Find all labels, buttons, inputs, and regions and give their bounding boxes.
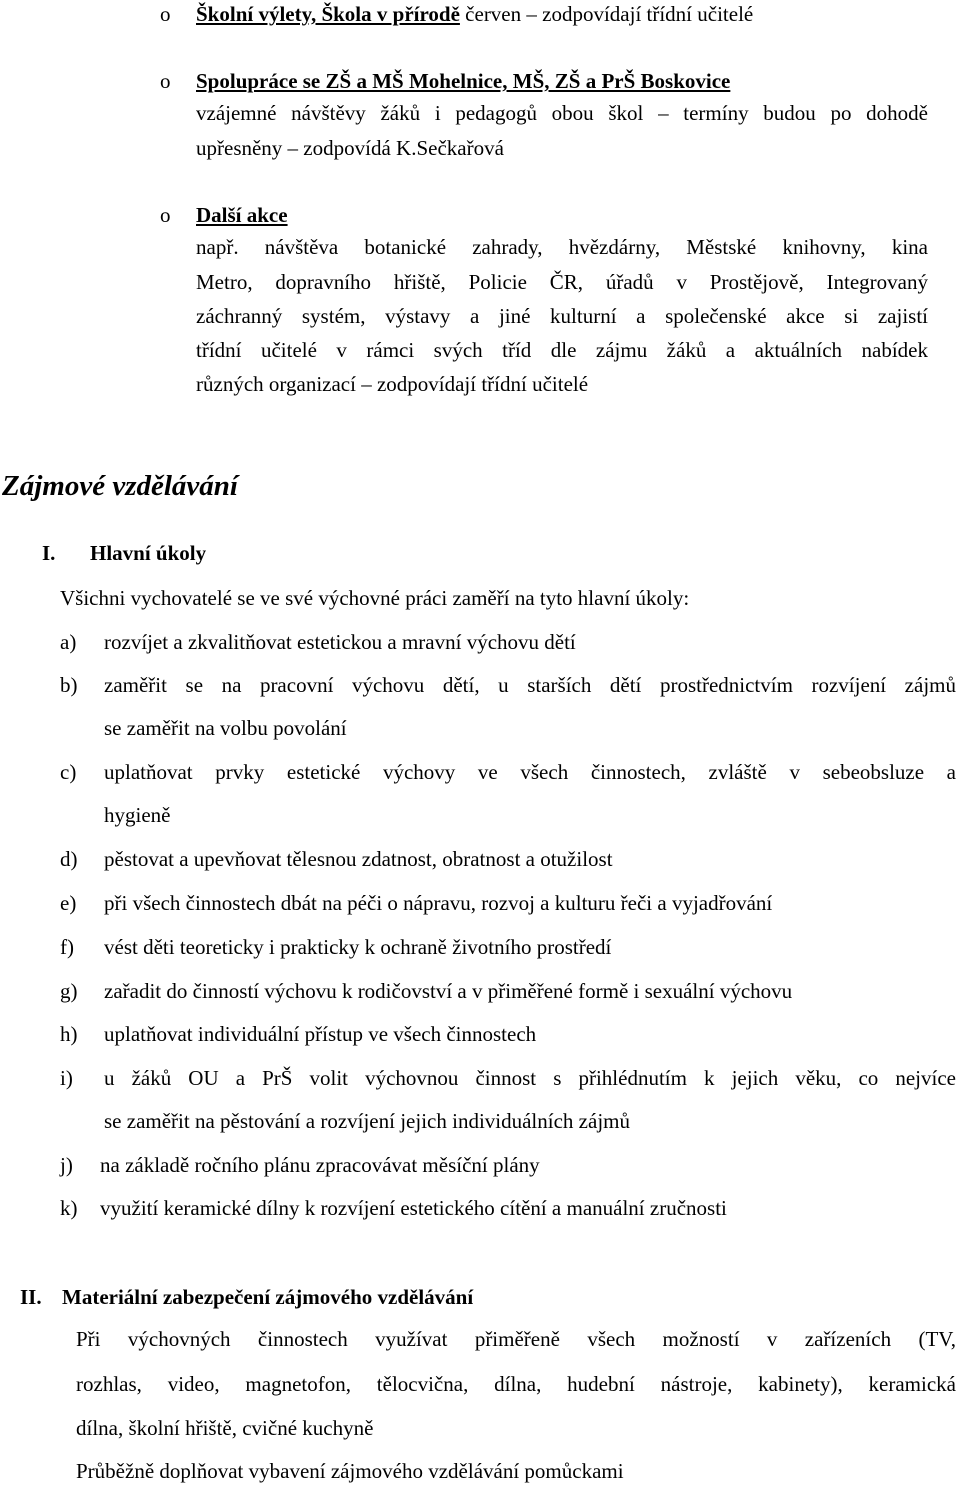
item-label: b): [60, 673, 78, 697]
item-label: c): [60, 760, 77, 784]
item-label: a): [60, 630, 77, 654]
item-text: u žáků OU a PrŠ volit výchovnou činnost s přihlédnutím k jejich věku, co nejvíce: [104, 1066, 956, 1090]
item-text: zařadit do činností výchovu k rodičovství a v přiměřené formě i sexuální výchovu: [104, 979, 793, 1003]
paragraph-line: Průběžně doplňovat vybavení zájmového vzdělávání pomůckami: [76, 1459, 624, 1483]
item-label: j): [60, 1153, 73, 1177]
part-title: Materiální zabezpečení zájmového vzdělávání: [62, 1285, 474, 1309]
list-item-detail: červen – zodpovídají třídní učitelé: [459, 2, 754, 26]
item-text: vést děti teoreticky i prakticky k ochraně životního prostředí: [104, 935, 612, 959]
item-text: využití keramické dílny k rozvíjení estetického cítění a manuální zručnosti: [100, 1196, 727, 1220]
part-intro: Všichni vychovatelé se ve své výchovné práci zaměří na tyto hlavní úkoly:: [60, 586, 690, 610]
list-item-line: vzájemné návštěvy žáků i pedagogů obou škol – termíny budou po dohodě: [196, 101, 928, 125]
bullet-marker: o: [160, 203, 171, 227]
list-item-line: třídní učitelé v rámci svých tříd dle zájmu žáků a aktuálních nabídek: [196, 338, 928, 362]
list-item-text: [196, 2, 753, 27]
paragraph-line: rozhlas, video, magnetofon, tělocvična, dílna, hudební nástroje, kabinety), keramická: [76, 1372, 956, 1396]
item-label: h): [60, 1022, 78, 1046]
item-label: g): [60, 979, 78, 1003]
item-text: pěstovat a upevňovat tělesnou zdatnost, obratnost a otužilost: [104, 847, 613, 871]
item-label: f): [60, 935, 74, 959]
item-text: zaměřit se na pracovní výchovu dětí, u starších dětí prostřednictvím rozvíjení zájmů: [104, 673, 956, 697]
list-item-title: Školní výlety, Škola v přírodě: [196, 2, 460, 26]
list-item-title: Spolupráce se ZŠ a MŠ Mohelnice, MŠ, ZŠ a PrŠ Boskovice: [196, 69, 731, 93]
part-numeral: II.: [20, 1285, 42, 1309]
list-item-line: např. návštěva botanické zahrady, hvězdárny, Městské knihovny, kina: [196, 235, 928, 259]
item-label: d): [60, 847, 78, 871]
item-text: se zaměřit na pěstování a rozvíjení jejich individuálních zájmů: [104, 1109, 630, 1133]
item-label: k): [60, 1196, 78, 1220]
item-text: při všech činnostech dbát na péči o nápravu, rozvoj a kulturu řeči a vyjadřování: [104, 891, 773, 915]
item-label: e): [60, 891, 77, 915]
item-label: i): [60, 1066, 73, 1090]
section-heading: Zájmové vzdělávání: [2, 470, 238, 502]
item-text: rozvíjet a zkvalitňovat estetickou a mravní výchovu dětí: [104, 630, 576, 654]
item-text: hygieně: [104, 803, 171, 827]
item-text: na základě ročního plánu zpracovávat měsíční plány: [100, 1153, 540, 1177]
list-item-title: Další akce: [196, 203, 288, 227]
list-item-line: různých organizací – zodpovídají třídní učitelé: [196, 372, 589, 396]
list-item-line: upřesněny – zodpovídá K.Sečkařová: [196, 136, 504, 160]
paragraph-line: dílna, školní hřiště, cvičné kuchyně: [76, 1416, 374, 1440]
bullet-marker: o: [160, 69, 171, 93]
list-item-line: Metro, dopravního hřiště, Policie ČR, úřadů v Prostějově, Integrovaný: [196, 270, 928, 294]
item-text: uplatňovat prvky estetické výchovy ve všech činnostech, zvláště v sebeobsluze a: [104, 760, 956, 784]
item-text: uplatňovat individuální přístup ve všech činnostech: [104, 1022, 537, 1046]
paragraph-line: Při výchovných činnostech využívat přiměřeně všech možností v zařízeních (TV,: [76, 1327, 956, 1351]
item-text: se zaměřit na volbu povolání: [104, 716, 347, 740]
bullet-marker: o: [160, 2, 171, 26]
list-item-line: záchranný systém, výstavy a jiné kulturní a společenské akce si zajistí: [196, 304, 928, 328]
part-title: Hlavní úkoly: [90, 541, 207, 565]
part-numeral: I.: [42, 541, 56, 565]
